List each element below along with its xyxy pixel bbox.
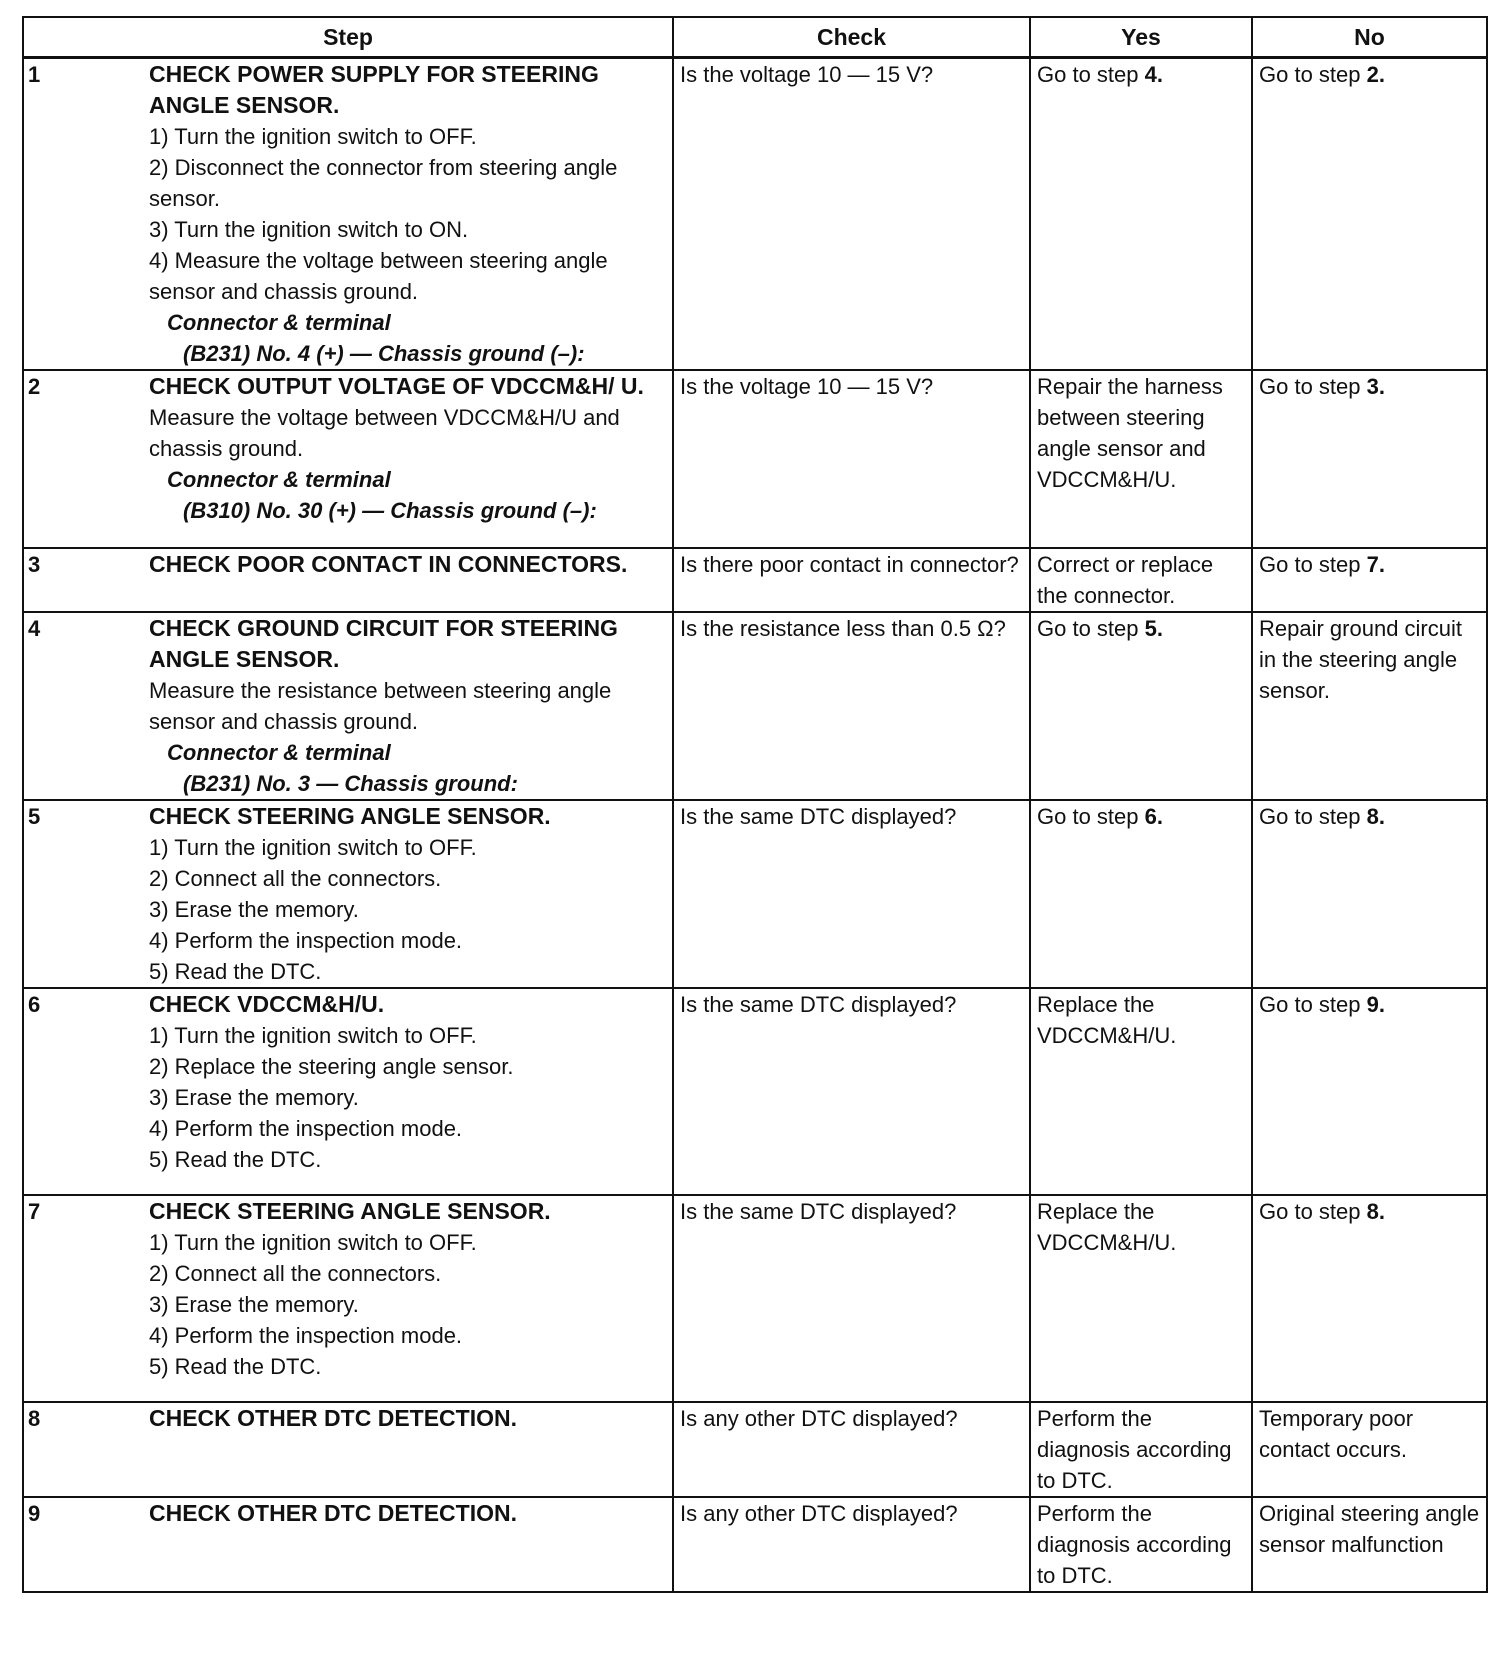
yes-text: Go to step — [1037, 804, 1145, 829]
check-cell: Is any other DTC displayed? — [673, 1402, 1030, 1497]
no-step-number: 7. — [1366, 552, 1385, 577]
yes-cell — [1030, 548, 1252, 612]
step-instruction: 3) Erase the memory. — [149, 1085, 359, 1110]
step-number: 7 — [23, 1195, 149, 1402]
step-cell — [149, 370, 673, 548]
check-cell: Is the resistance less than 0.5 Ω? — [673, 612, 1030, 800]
step-number: 5 — [23, 800, 149, 988]
no-text: Original steering angle sensor malfunction — [1259, 1501, 1480, 1557]
table-body — [23, 58, 1487, 1593]
connector-terminal: (B310) No. 30 (+) — Chassis ground (–): — [183, 498, 597, 523]
table-row — [23, 370, 1487, 548]
step-instruction: 5) Read the DTC. — [149, 1354, 322, 1379]
step-title: CHECK OUTPUT VOLTAGE OF VDCCM&H/ U. — [149, 373, 644, 399]
no-text: Go to step — [1259, 804, 1367, 829]
table-row — [23, 1402, 1487, 1497]
step-instruction: 2) Connect all the connectors. — [149, 866, 442, 891]
step-title: CHECK GROUND CIRCUIT FOR STEERING ANGLE SENSOR. — [149, 615, 618, 672]
yes-text: Perform the diagnosis according to DTC. — [1037, 1406, 1232, 1493]
step-instruction: 3) Erase the memory. — [149, 1292, 359, 1317]
header-row — [23, 17, 1487, 58]
check-cell: Is the same DTC displayed? — [673, 1195, 1030, 1402]
yes-step-number: 6. — [1144, 804, 1163, 829]
yes-text: Correct or replace the connector. — [1037, 552, 1214, 608]
step-cell — [149, 548, 673, 612]
yes-cell — [1030, 1497, 1252, 1592]
no-text: Go to step — [1259, 552, 1367, 577]
no-cell — [1252, 1497, 1487, 1592]
step-title: CHECK OTHER DTC DETECTION. — [149, 1500, 517, 1526]
step-number: 2 — [23, 370, 149, 548]
diagnostic-table — [22, 16, 1488, 1593]
step-title: CHECK OTHER DTC DETECTION. — [149, 1405, 517, 1431]
step-instruction: 4) Perform the inspection mode. — [149, 1323, 463, 1348]
step-title: CHECK POOR CONTACT IN CONNECTORS. — [149, 551, 628, 577]
step-number: 3 — [23, 548, 149, 612]
yes-text: Go to step — [1037, 62, 1145, 87]
no-cell — [1252, 1195, 1487, 1402]
no-cell — [1252, 800, 1487, 988]
step-instruction: Measure the voltage between VDCCM&H/U and chassis ground. — [149, 405, 620, 461]
yes-text: Repair the harness between steering angle sensor and VDCCM&H/U. — [1037, 374, 1223, 492]
table-row — [23, 1195, 1487, 1402]
no-step-number: 3. — [1366, 374, 1385, 399]
no-text: Temporary poor contact occurs. — [1259, 1406, 1414, 1462]
step-instruction: 2) Connect all the connectors. — [149, 1261, 442, 1286]
table-row — [23, 548, 1487, 612]
no-text: Go to step — [1259, 62, 1367, 87]
no-text: Go to step — [1259, 374, 1367, 399]
check-cell: Is the same DTC displayed? — [673, 988, 1030, 1195]
no-cell — [1252, 612, 1487, 800]
connector-label: Connector & terminal — [167, 310, 391, 335]
step-number: 4 — [23, 612, 149, 800]
no-cell — [1252, 988, 1487, 1195]
table-row — [23, 612, 1487, 800]
connector-terminal: (B231) No. 3 — Chassis ground: — [183, 771, 518, 796]
yes-cell — [1030, 800, 1252, 988]
no-step-number: 8. — [1366, 1199, 1385, 1224]
step-cell — [149, 1402, 673, 1497]
step-cell — [149, 58, 673, 371]
step-instruction: Measure the resistance between steering angle sensor and chassis ground. — [149, 678, 612, 734]
no-cell — [1252, 58, 1487, 371]
yes-cell — [1030, 370, 1252, 548]
step-cell — [149, 612, 673, 800]
step-instruction: 5) Read the DTC. — [149, 1147, 322, 1172]
no-text: Repair ground circuit in the steering angle sensor. — [1259, 616, 1462, 703]
step-title: CHECK VDCCM&H/U. — [149, 991, 385, 1017]
step-number: 8 — [23, 1402, 149, 1497]
step-title: CHECK STEERING ANGLE SENSOR. — [149, 1198, 551, 1224]
yes-step-number: 5. — [1144, 616, 1163, 641]
no-text: Go to step — [1259, 992, 1367, 1017]
yes-cell — [1030, 1402, 1252, 1497]
yes-cell — [1030, 612, 1252, 800]
no-cell — [1252, 548, 1487, 612]
step-instruction: 4) Perform the inspection mode. — [149, 928, 463, 953]
header-yes: Yes — [1030, 17, 1252, 58]
table-row — [23, 988, 1487, 1195]
step-instruction: 3) Turn the ignition switch to ON. — [149, 217, 469, 242]
step-instruction: 2) Disconnect the connector from steering angle sensor. — [149, 155, 618, 211]
yes-text: Replace the VDCCM&H/U. — [1037, 992, 1177, 1048]
no-step-number: 9. — [1366, 992, 1385, 1017]
step-title: CHECK STEERING ANGLE SENSOR. — [149, 803, 551, 829]
check-cell: Is the same DTC displayed? — [673, 800, 1030, 988]
no-step-number: 2. — [1366, 62, 1385, 87]
check-cell: Is any other DTC displayed? — [673, 1497, 1030, 1592]
connector-terminal: (B231) No. 4 (+) — Chassis ground (–): — [183, 341, 585, 366]
step-number: 9 — [23, 1497, 149, 1592]
step-cell — [149, 988, 673, 1195]
no-text: Go to step — [1259, 1199, 1367, 1224]
step-number: 1 — [23, 58, 149, 371]
step-instruction: 2) Replace the steering angle sensor. — [149, 1054, 514, 1079]
connector-label: Connector & terminal — [167, 467, 391, 492]
step-instruction: 1) Turn the ignition switch to OFF. — [149, 835, 477, 860]
check-cell: Is there poor contact in connector? — [673, 548, 1030, 612]
yes-text: Go to step — [1037, 616, 1145, 641]
no-step-number: 8. — [1366, 804, 1385, 829]
header-no: No — [1252, 17, 1487, 58]
step-instruction: 1) Turn the ignition switch to OFF. — [149, 1023, 477, 1048]
yes-text: Perform the diagnosis according to DTC. — [1037, 1501, 1232, 1588]
yes-step-number: 4. — [1144, 62, 1163, 87]
step-instruction: 4) Perform the inspection mode. — [149, 1116, 463, 1141]
yes-text: Replace the VDCCM&H/U. — [1037, 1199, 1177, 1255]
check-cell: Is the voltage 10 — 15 V? — [673, 58, 1030, 371]
header-step: Step — [23, 17, 673, 58]
yes-cell — [1030, 58, 1252, 371]
step-instruction: 1) Turn the ignition switch to OFF. — [149, 124, 477, 149]
step-cell — [149, 1195, 673, 1402]
step-instruction: 4) Measure the voltage between steering angle sensor and chassis ground. — [149, 248, 608, 304]
step-cell — [149, 1497, 673, 1592]
header-check: Check — [673, 17, 1030, 58]
no-cell — [1252, 370, 1487, 548]
step-instruction: 1) Turn the ignition switch to OFF. — [149, 1230, 477, 1255]
step-title: CHECK POWER SUPPLY FOR STEERING ANGLE SENSOR. — [149, 61, 599, 118]
step-number: 6 — [23, 988, 149, 1195]
table-row — [23, 58, 1487, 371]
no-cell — [1252, 1402, 1487, 1497]
yes-cell — [1030, 1195, 1252, 1402]
table-row — [23, 800, 1487, 988]
check-cell: Is the voltage 10 — 15 V? — [673, 370, 1030, 548]
connector-label: Connector & terminal — [167, 740, 391, 765]
step-instruction: 3) Erase the memory. — [149, 897, 359, 922]
step-cell — [149, 800, 673, 988]
yes-cell — [1030, 988, 1252, 1195]
table-row — [23, 1497, 1487, 1592]
step-instruction: 5) Read the DTC. — [149, 959, 322, 984]
